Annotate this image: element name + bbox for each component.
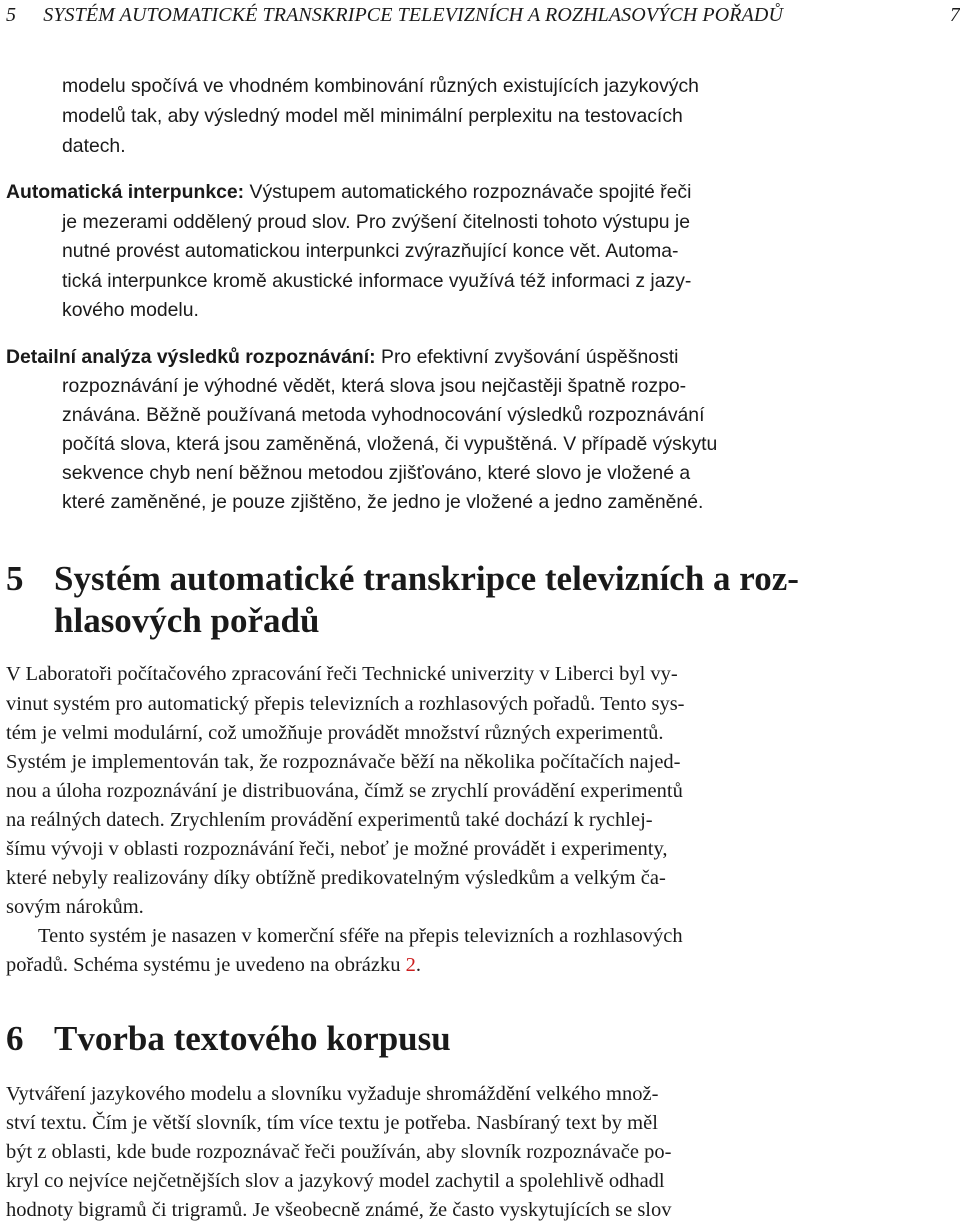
item-line: nutné provést automatickou interpunkci zvýrazňující konce vět. Automa-: [62, 240, 679, 262]
paragraph-line: ství textu. Čím je větší slovník, tím více textu je potřeba. Nasbíraný text by měl: [6, 1112, 658, 1134]
paragraph-line: kryl co nejvíce nejčetnějších slov a jazykový model zachytil a spolehlivě odhadl: [6, 1170, 665, 1192]
paragraph-line: být z oblasti, kde bude rozpoznávač řeči používán, aby slovník rozpoznávače po-: [6, 1141, 672, 1163]
section-heading: [6, 1018, 24, 1060]
paragraph-line: vinut systém pro automatický přepis televizních a rozhlasových pořadů. Tento sys-: [6, 693, 685, 715]
header-chapter-number: 5: [6, 4, 17, 26]
figure-reference-link[interactable]: 2: [405, 954, 416, 976]
section-title: Tvorba textového korpusu: [54, 1019, 451, 1058]
section-number: 5: [6, 559, 24, 598]
paragraph-line: Systém je implementován tak, že rozpoznávače běží na několika počítačích najed-: [6, 751, 681, 773]
item-line: tická interpunkce kromě akustické informace využívá též informaci z jazy-: [62, 270, 692, 292]
item-line: kového modelu.: [62, 299, 199, 321]
item-line: znávána. Běžně používaná metoda vyhodnocování výsledků rozpoznávání: [62, 404, 705, 426]
page-number: 7: [949, 4, 960, 26]
running-header: [6, 4, 960, 27]
paragraph-line: tém je velmi modulární, což umožňuje provádět množství různých experimentů.: [6, 722, 664, 744]
paragraph-line: které nebyly realizovány díky obtížně predikovatelným výsledkům a velkým ča-: [6, 867, 666, 889]
item-first-line: Pro efektivní zvyšování úspěšnosti: [381, 346, 679, 368]
item-term: Automatická interpunkce:: [6, 181, 245, 203]
item-line: je mezerami oddělený proud slov. Pro zvýšení čitelnosti tohoto výstupu je: [62, 211, 690, 233]
item-line: počítá slova, která jsou zaměněná, vložená, či vypuštěná. V případě výskytu: [62, 433, 718, 455]
paragraph-line: Tento systém je nasazen v komerční sféře na přepis televizních a rozhlasových: [38, 925, 683, 947]
paragraph-line: [6, 951, 421, 979]
intro-line: datech.: [62, 135, 126, 157]
header-chapter-title: SYSTÉM AUTOMATICKÉ TRANSKRIPCE TELEVIZNÍCH A ROZHLASOVÝCH POŘADŮ: [43, 4, 784, 26]
paragraph-line: Vytváření jazykového modelu a slovníku vyžaduje shromáždění velkého množ-: [6, 1083, 659, 1105]
item-line: rozpoznávání je výhodné vědět, která slova jsou nejčastěji špatně rozpo-: [62, 375, 687, 397]
paragraph-line: sovým nárokům.: [6, 896, 144, 918]
section-number: 6: [6, 1019, 24, 1058]
paragraph-line: na reálných datech. Zrychlením provádění experimentů také dochází k rychlej-: [6, 809, 653, 831]
item-term: Detailní analýza výsledků rozpoznávání:: [6, 346, 376, 368]
paragraph-line: V Laboratoři počítačového zpracování řeči Technické univerzity v Liberci byl vy-: [6, 663, 678, 685]
section-heading: [6, 558, 24, 600]
paragraph-line: hodnoty bigramů či trigramů. Je všeobecně známé, že často vyskytujících se slov: [6, 1199, 672, 1221]
description-item-analysis: [6, 343, 678, 371]
paragraph-end: .: [415, 954, 422, 976]
item-line: sekvence chyb není běžnou metodou zjišťováno, které slovo je vložené a: [62, 462, 691, 484]
item-line: které zaměněné, je pouze zjištěno, že jedno je vložené a jedno zaměněné.: [62, 491, 704, 513]
paragraph-line: šímu vývoji v oblasti rozpoznávání řeči, neboť je možné provádět i experimenty,: [6, 838, 668, 860]
item-first-line: Výstupem automatického rozpoznávače spojité řeči: [249, 181, 692, 203]
intro-line: modelu spočívá ve vhodném kombinování různých existujících jazykových: [62, 75, 699, 97]
paragraph-text: pořadů. Schéma systému je uvedeno na obrázku: [6, 954, 406, 976]
description-item-punctuation: [6, 178, 691, 206]
paragraph-line: nou a úloha rozpoznávání je distribuována, čímž se zrychlí provádění experimentů: [6, 780, 683, 802]
section-title-line: Systém automatické transkripce televizních a roz-: [54, 559, 799, 598]
intro-line: modelů tak, aby výsledný model měl minimální perplexitu na testovacích: [62, 105, 683, 127]
section-title-line: hlasových pořadů: [54, 601, 320, 640]
